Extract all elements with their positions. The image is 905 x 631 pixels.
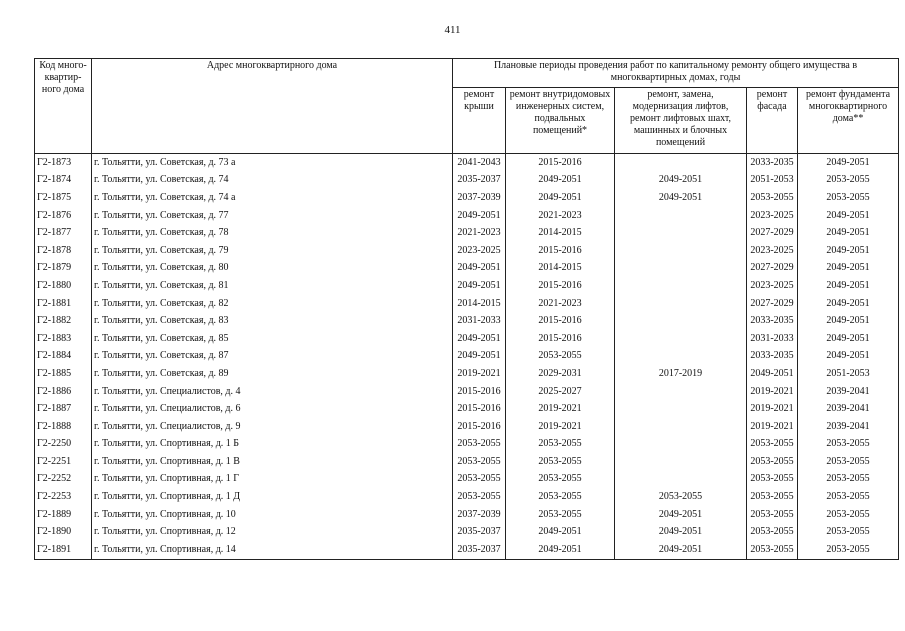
cell-facade: 2027-2029 xyxy=(747,295,798,313)
cell-address: г. Тольятти, ул. Советская, д. 83 xyxy=(92,312,453,330)
table-row xyxy=(35,436,899,454)
cell-foundation: 2049-2051 xyxy=(798,260,899,278)
cell-lifts xyxy=(615,295,747,313)
cell-engineering: 2014-2015 xyxy=(506,260,615,278)
cell-foundation: 2053-2055 xyxy=(798,436,899,454)
cell-lifts xyxy=(615,330,747,348)
cell-engineering: 2053-2055 xyxy=(506,506,615,524)
table-row xyxy=(35,541,899,559)
cell-address: г. Тольятти, ул. Специалистов, д. 4 xyxy=(92,383,453,401)
cell-facade: 2023-2025 xyxy=(747,277,798,295)
cell-facade: 2053-2055 xyxy=(747,506,798,524)
cell-roof: 2014-2015 xyxy=(453,295,506,313)
cell-code: Г2-1879 xyxy=(35,260,92,278)
cell-roof: 2049-2051 xyxy=(453,348,506,366)
cell-code: Г2-1887 xyxy=(35,400,92,418)
cell-engineering: 2015-2016 xyxy=(506,154,615,172)
cell-facade: 2049-2051 xyxy=(747,365,798,383)
cell-address: г. Тольятти, ул. Советская, д. 78 xyxy=(92,224,453,242)
cell-address: г. Тольятти, ул. Советская, д. 85 xyxy=(92,330,453,348)
header-address: Адрес многоквартирного дома xyxy=(92,59,453,154)
cell-facade: 2031-2033 xyxy=(747,330,798,348)
cell-engineering: 2019-2021 xyxy=(506,418,615,436)
cell-foundation: 2053-2055 xyxy=(798,506,899,524)
cell-facade: 2053-2055 xyxy=(747,189,798,207)
cell-lifts xyxy=(615,224,747,242)
cell-roof: 2053-2055 xyxy=(453,436,506,454)
table-row xyxy=(35,207,899,225)
cell-facade: 2019-2021 xyxy=(747,383,798,401)
repair-schedule-table xyxy=(34,58,899,560)
cell-code: Г2-1882 xyxy=(35,312,92,330)
cell-lifts xyxy=(615,348,747,366)
cell-code: Г2-1876 xyxy=(35,207,92,225)
table-row xyxy=(35,295,899,313)
cell-facade: 2019-2021 xyxy=(747,400,798,418)
cell-lifts xyxy=(615,207,747,225)
cell-foundation: 2051-2053 xyxy=(798,365,899,383)
table-row xyxy=(35,172,899,190)
cell-facade: 2027-2029 xyxy=(747,260,798,278)
cell-engineering: 2053-2055 xyxy=(506,348,615,366)
cell-roof: 2021-2023 xyxy=(453,224,506,242)
table-row xyxy=(35,418,899,436)
cell-roof: 2023-2025 xyxy=(453,242,506,260)
table-row xyxy=(35,154,899,172)
cell-address: г. Тольятти, ул. Специалистов, д. 9 xyxy=(92,418,453,436)
cell-code: Г2-1885 xyxy=(35,365,92,383)
cell-roof: 2041-2043 xyxy=(453,154,506,172)
cell-engineering: 2021-2023 xyxy=(506,295,615,313)
cell-roof: 2049-2051 xyxy=(453,207,506,225)
cell-foundation: 2049-2051 xyxy=(798,295,899,313)
cell-facade: 2019-2021 xyxy=(747,418,798,436)
cell-lifts xyxy=(615,453,747,471)
cell-foundation: 2049-2051 xyxy=(798,277,899,295)
cell-engineering: 2049-2051 xyxy=(506,172,615,190)
cell-roof: 2037-2039 xyxy=(453,189,506,207)
cell-foundation: 2039-2041 xyxy=(798,383,899,401)
cell-roof: 2035-2037 xyxy=(453,523,506,541)
cell-facade: 2053-2055 xyxy=(747,488,798,506)
cell-roof: 2049-2051 xyxy=(453,277,506,295)
cell-facade: 2033-2035 xyxy=(747,348,798,366)
cell-roof: 2015-2016 xyxy=(453,418,506,436)
page-number: 411 xyxy=(444,24,461,36)
header-lifts: ремонт, замена, модернизация лифтов, ремонт лифтовых шахт, машинных и блочных помещений xyxy=(615,88,747,154)
table-row xyxy=(35,260,899,278)
cell-foundation: 2049-2051 xyxy=(798,154,899,172)
table-row xyxy=(35,242,899,260)
cell-lifts xyxy=(615,260,747,278)
cell-lifts: 2053-2055 xyxy=(615,488,747,506)
cell-engineering: 2015-2016 xyxy=(506,277,615,295)
cell-facade: 2033-2035 xyxy=(747,312,798,330)
cell-address: г. Тольятти, ул. Советская, д. 77 xyxy=(92,207,453,225)
table-row xyxy=(35,453,899,471)
cell-facade: 2023-2025 xyxy=(747,207,798,225)
cell-foundation: 2053-2055 xyxy=(798,488,899,506)
cell-facade: 2053-2055 xyxy=(747,453,798,471)
cell-lifts: 2049-2051 xyxy=(615,506,747,524)
cell-roof: 2037-2039 xyxy=(453,506,506,524)
cell-engineering: 2053-2055 xyxy=(506,436,615,454)
cell-facade: 2027-2029 xyxy=(747,224,798,242)
cell-engineering: 2053-2055 xyxy=(506,488,615,506)
header-foundation: ремонт фундамента многоквартирного дома** xyxy=(798,88,899,154)
cell-code: Г2-1874 xyxy=(35,172,92,190)
cell-address: г. Тольятти, ул. Спортивная, д. 14 xyxy=(92,541,453,559)
header-engineering: ремонт внутридомовых инженерных систем, подвальных помещений* xyxy=(506,88,615,154)
cell-facade: 2023-2025 xyxy=(747,242,798,260)
cell-foundation: 2049-2051 xyxy=(798,330,899,348)
cell-code: Г2-1884 xyxy=(35,348,92,366)
cell-facade: 2053-2055 xyxy=(747,471,798,489)
cell-address: г. Тольятти, ул. Спортивная, д. 1 Г xyxy=(92,471,453,489)
cell-roof: 2053-2055 xyxy=(453,453,506,471)
cell-foundation: 2049-2051 xyxy=(798,348,899,366)
cell-roof: 2015-2016 xyxy=(453,400,506,418)
cell-foundation: 2053-2055 xyxy=(798,189,899,207)
cell-engineering: 2029-2031 xyxy=(506,365,615,383)
cell-address: г. Тольятти, ул. Советская, д. 74 xyxy=(92,172,453,190)
cell-roof: 2035-2037 xyxy=(453,172,506,190)
cell-lifts: 2049-2051 xyxy=(615,541,747,559)
cell-engineering: 2025-2027 xyxy=(506,383,615,401)
cell-code: Г2-2251 xyxy=(35,453,92,471)
cell-foundation: 2049-2051 xyxy=(798,207,899,225)
cell-lifts: 2049-2051 xyxy=(615,523,747,541)
cell-roof: 2053-2055 xyxy=(453,471,506,489)
cell-foundation: 2049-2051 xyxy=(798,224,899,242)
cell-engineering: 2015-2016 xyxy=(506,312,615,330)
cell-lifts xyxy=(615,400,747,418)
cell-address: г. Тольятти, ул. Советская, д. 81 xyxy=(92,277,453,295)
cell-facade: 2033-2035 xyxy=(747,154,798,172)
cell-engineering: 2049-2051 xyxy=(506,541,615,559)
cell-foundation: 2053-2055 xyxy=(798,471,899,489)
cell-engineering: 2053-2055 xyxy=(506,453,615,471)
cell-lifts xyxy=(615,242,747,260)
table-row xyxy=(35,277,899,295)
cell-code: Г2-1875 xyxy=(35,189,92,207)
cell-code: Г2-2252 xyxy=(35,471,92,489)
table-row xyxy=(35,330,899,348)
cell-lifts xyxy=(615,383,747,401)
cell-code: Г2-1873 xyxy=(35,154,92,172)
cell-roof: 2015-2016 xyxy=(453,383,506,401)
cell-engineering: 2049-2051 xyxy=(506,523,615,541)
cell-code: Г2-1886 xyxy=(35,383,92,401)
cell-address: г. Тольятти, ул. Советская, д. 73 а xyxy=(92,154,453,172)
cell-engineering: 2019-2021 xyxy=(506,400,615,418)
cell-roof: 2049-2051 xyxy=(453,330,506,348)
header-facade: ремонт фасада xyxy=(747,88,798,154)
cell-engineering: 2015-2016 xyxy=(506,330,615,348)
header-roof: ремонт крыши xyxy=(453,88,506,154)
header-code: Код много-квартир-ного дома xyxy=(35,59,92,154)
cell-address: г. Тольятти, ул. Советская, д. 74 а xyxy=(92,189,453,207)
cell-address: г. Тольятти, ул. Советская, д. 79 xyxy=(92,242,453,260)
cell-foundation: 2049-2051 xyxy=(798,312,899,330)
table-row xyxy=(35,506,899,524)
cell-roof: 2049-2051 xyxy=(453,260,506,278)
cell-address: г. Тольятти, ул. Советская, д. 80 xyxy=(92,260,453,278)
cell-engineering: 2049-2051 xyxy=(506,189,615,207)
cell-foundation: 2049-2051 xyxy=(798,242,899,260)
table-row xyxy=(35,365,899,383)
cell-address: г. Тольятти, ул. Советская, д. 82 xyxy=(92,295,453,313)
cell-code: Г2-1889 xyxy=(35,506,92,524)
cell-foundation: 2053-2055 xyxy=(798,523,899,541)
table-row xyxy=(35,400,899,418)
cell-lifts xyxy=(615,436,747,454)
cell-address: г. Тольятти, ул. Спортивная, д. 12 xyxy=(92,523,453,541)
cell-roof: 2019-2021 xyxy=(453,365,506,383)
cell-foundation: 2053-2055 xyxy=(798,453,899,471)
cell-address: г. Тольятти, ул. Специалистов, д. 6 xyxy=(92,400,453,418)
cell-code: Г2-2253 xyxy=(35,488,92,506)
cell-lifts: 2017-2019 xyxy=(615,365,747,383)
cell-roof: 2053-2055 xyxy=(453,488,506,506)
cell-address: г. Тольятти, ул. Спортивная, д. 1 В xyxy=(92,453,453,471)
table-row xyxy=(35,523,899,541)
table-row xyxy=(35,224,899,242)
cell-lifts xyxy=(615,277,747,295)
cell-foundation: 2053-2055 xyxy=(798,172,899,190)
cell-address: г. Тольятти, ул. Советская, д. 87 xyxy=(92,348,453,366)
cell-address: г. Тольятти, ул. Советская, д. 89 xyxy=(92,365,453,383)
cell-address: г. Тольятти, ул. Спортивная, д. 1 Б xyxy=(92,436,453,454)
header-planned-periods: Плановые периоды проведения работ по капитальному ремонту общего имущества в многоквартирных домах, годы xyxy=(453,59,899,88)
table-row xyxy=(35,383,899,401)
cell-facade: 2053-2055 xyxy=(747,523,798,541)
cell-foundation: 2039-2041 xyxy=(798,418,899,436)
cell-code: Г2-1878 xyxy=(35,242,92,260)
cell-address: г. Тольятти, ул. Спортивная, д. 1 Д xyxy=(92,488,453,506)
cell-code: Г2-1891 xyxy=(35,541,92,559)
table-row xyxy=(35,471,899,489)
cell-foundation: 2039-2041 xyxy=(798,400,899,418)
cell-roof: 2035-2037 xyxy=(453,541,506,559)
table-row xyxy=(35,312,899,330)
table-row xyxy=(35,189,899,207)
cell-code: Г2-1883 xyxy=(35,330,92,348)
cell-facade: 2053-2055 xyxy=(747,436,798,454)
cell-engineering: 2053-2055 xyxy=(506,471,615,489)
cell-lifts: 2049-2051 xyxy=(615,189,747,207)
cell-engineering: 2015-2016 xyxy=(506,242,615,260)
cell-lifts xyxy=(615,312,747,330)
cell-code: Г2-2250 xyxy=(35,436,92,454)
table-row xyxy=(35,488,899,506)
cell-code: Г2-1877 xyxy=(35,224,92,242)
table-row xyxy=(35,348,899,366)
cell-lifts: 2049-2051 xyxy=(615,172,747,190)
cell-code: Г2-1880 xyxy=(35,277,92,295)
cell-lifts xyxy=(615,154,747,172)
cell-lifts xyxy=(615,418,747,436)
cell-code: Г2-1881 xyxy=(35,295,92,313)
cell-engineering: 2021-2023 xyxy=(506,207,615,225)
cell-code: Г2-1888 xyxy=(35,418,92,436)
cell-address: г. Тольятти, ул. Спортивная, д. 10 xyxy=(92,506,453,524)
cell-lifts xyxy=(615,471,747,489)
cell-engineering: 2014-2015 xyxy=(506,224,615,242)
table-body xyxy=(35,154,899,560)
cell-foundation: 2053-2055 xyxy=(798,541,899,559)
cell-facade: 2053-2055 xyxy=(747,541,798,559)
cell-code: Г2-1890 xyxy=(35,523,92,541)
cell-roof: 2031-2033 xyxy=(453,312,506,330)
cell-facade: 2051-2053 xyxy=(747,172,798,190)
